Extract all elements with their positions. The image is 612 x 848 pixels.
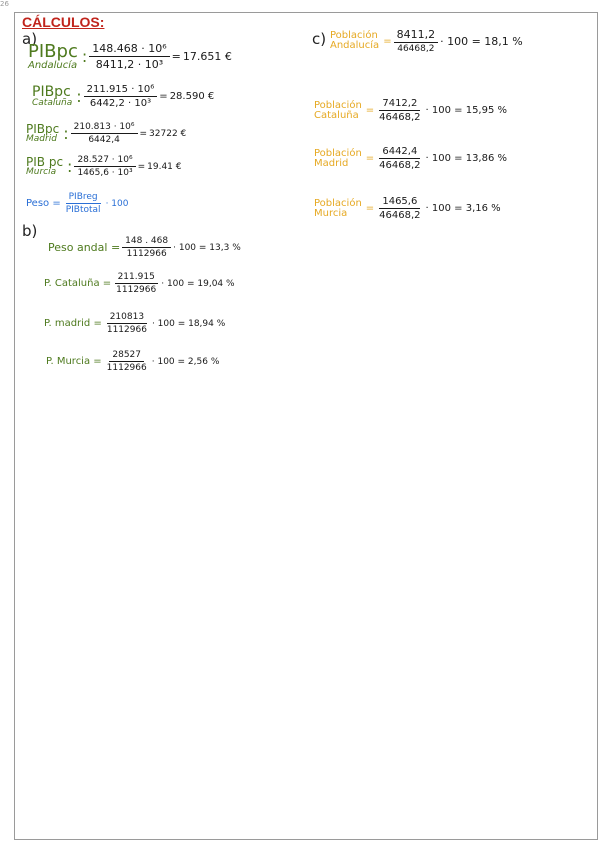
peso-fraction: $\frac{\text{PIBreg}}{\text{PIBtotal}}$	[65, 192, 101, 215]
peso-madrid-result: · 100 = 18,94 %	[151, 318, 226, 329]
section-c-label: c)	[312, 30, 327, 48]
pibpc-andalucia-fraction: $\frac{\text{148.468 · 10⁶}}{\text{8411,2 · 10³}}$	[89, 42, 169, 71]
peso-andalucia-label: Peso andal =	[48, 241, 121, 254]
poblacion-madrid-label: Población Madrid	[314, 147, 362, 169]
pibpc-murcia-label: PIB pc Murcia	[26, 155, 64, 177]
pibpc-murcia-fraction: $\frac{\text{28.527 · 10⁶}}{\text{1465,6 · 10³}}$	[74, 155, 135, 178]
peso-andalucia-row	[48, 236, 241, 259]
poblacion-murcia-label: Población Murcia	[314, 197, 362, 219]
poblacion-cataluna-fraction: $\frac{7412,2}{46468,2}$	[379, 98, 421, 123]
pibpc-madrid-result: 32722 €	[149, 128, 187, 139]
pibpc-cataluna-fraction: $\frac{\text{211.915 · 10⁶}}{\text{6442,2 · 10³}}$	[84, 84, 158, 109]
page-title: CÁLCULOS:	[22, 14, 105, 30]
peso-cataluna-row	[44, 272, 235, 295]
pibpc-madrid-fraction: $\frac{\text{210.813 · 10⁶}}{6442,4}$	[71, 122, 138, 145]
peso-madrid-fraction: $\frac{210813}{1112966}$	[106, 312, 147, 335]
section-b-label: b)	[22, 222, 38, 240]
pibpc-andalucia-result: 17.651 €	[182, 50, 232, 63]
poblacion-andalucia-row: Población Andalucía = $\frac{8411,2}{46468,2}$ · 100 = 18,1 %	[330, 28, 523, 54]
pibpc-madrid-row: PIBpc Madrid : $\frac{\text{210.813 · 10⁶}}{6442,4}$ = 32722 €	[26, 122, 187, 145]
peso-murcia-row	[46, 350, 219, 373]
pibpc-cataluna-row: PIBpc Cataluña : $\frac{\text{211.915 · 10⁶}}{\text{6442,2 · 10³}}$ = 28.590 €	[32, 84, 215, 109]
poblacion-andalucia-fraction: $\frac{8411,2}{46468,2}$	[394, 28, 439, 54]
peso-cataluna-fraction: $\frac{211.915}{1112966}$	[116, 272, 157, 295]
page-corner-mark: 26	[0, 0, 9, 8]
poblacion-andalucia-result: · 100 = 18,1 %	[440, 34, 523, 48]
pibpc-cataluna-label: PIBpc Cataluña	[32, 84, 73, 108]
pibpc-madrid-label: PIBpc Madrid	[26, 122, 60, 144]
poblacion-madrid-result: · 100 = 13,86 %	[425, 153, 508, 164]
poblacion-andalucia-label: Población Andalucía	[330, 30, 380, 51]
peso-cataluna-result: · 100 = 19,04 %	[161, 278, 235, 289]
poblacion-madrid-row: Población Madrid = $\frac{6442,4}{46468,2}$ · 100 = 13,86 %	[314, 146, 508, 171]
pibpc-cataluna-result: 28.590 €	[169, 91, 215, 102]
pibpc-murcia-row: PIB pc Murcia : $\frac{\text{28.527 · 10⁶}}{\text{1465,6 · 10³}}$ = 19.41 €	[26, 155, 182, 178]
peso-murcia-fraction: $\frac{28527}{1112966}$	[106, 350, 147, 373]
peso-murcia-result: · 100 = 2,56 %	[151, 356, 220, 367]
pibpc-andalucia-row: PIBpc Andalucía : $\frac{\text{148.468 · 10⁶}}{\text{8411,2 · 10³}}$ = 17.651 €	[28, 40, 232, 71]
poblacion-cataluna-row: Población Cataluña = $\frac{7412,2}{46468,2}$ · 100 = 15,95 %	[314, 98, 508, 123]
poblacion-cataluna-label: Población Cataluña	[314, 99, 362, 121]
poblacion-murcia-result: · 100 = 3,16 %	[425, 203, 501, 214]
pibpc-murcia-result: 19.41 €	[147, 161, 182, 172]
poblacion-murcia-fraction: $\frac{1465,6}{46468,2}$	[379, 196, 421, 221]
peso-madrid-label: P. madrid =	[44, 318, 102, 329]
peso-andalucia-fraction: $\frac{148 . 468}{1112966}$	[122, 236, 171, 259]
peso-murcia-label: P. Murcia =	[46, 356, 102, 367]
pibpc-andalucia-label: PIBpc Andalucía	[28, 40, 78, 71]
peso-formula: Peso = $\frac{\text{PIBreg}}{\text{PIBtotal}}$ · 100	[26, 192, 129, 215]
poblacion-murcia-row: Población Murcia = $\frac{1465,6}{46468,2}$ · 100 = 3,16 %	[314, 196, 501, 221]
peso-andalucia-result: · 100 = 13,3 %	[173, 242, 241, 253]
poblacion-madrid-fraction: $\frac{6442,4}{46468,2}$	[379, 146, 421, 171]
peso-cataluna-label: P. Cataluña =	[44, 278, 112, 289]
section-a-label: a)	[22, 30, 38, 48]
peso-madrid-row	[44, 312, 225, 335]
poblacion-cataluna-result: · 100 = 15,95 %	[425, 105, 508, 116]
